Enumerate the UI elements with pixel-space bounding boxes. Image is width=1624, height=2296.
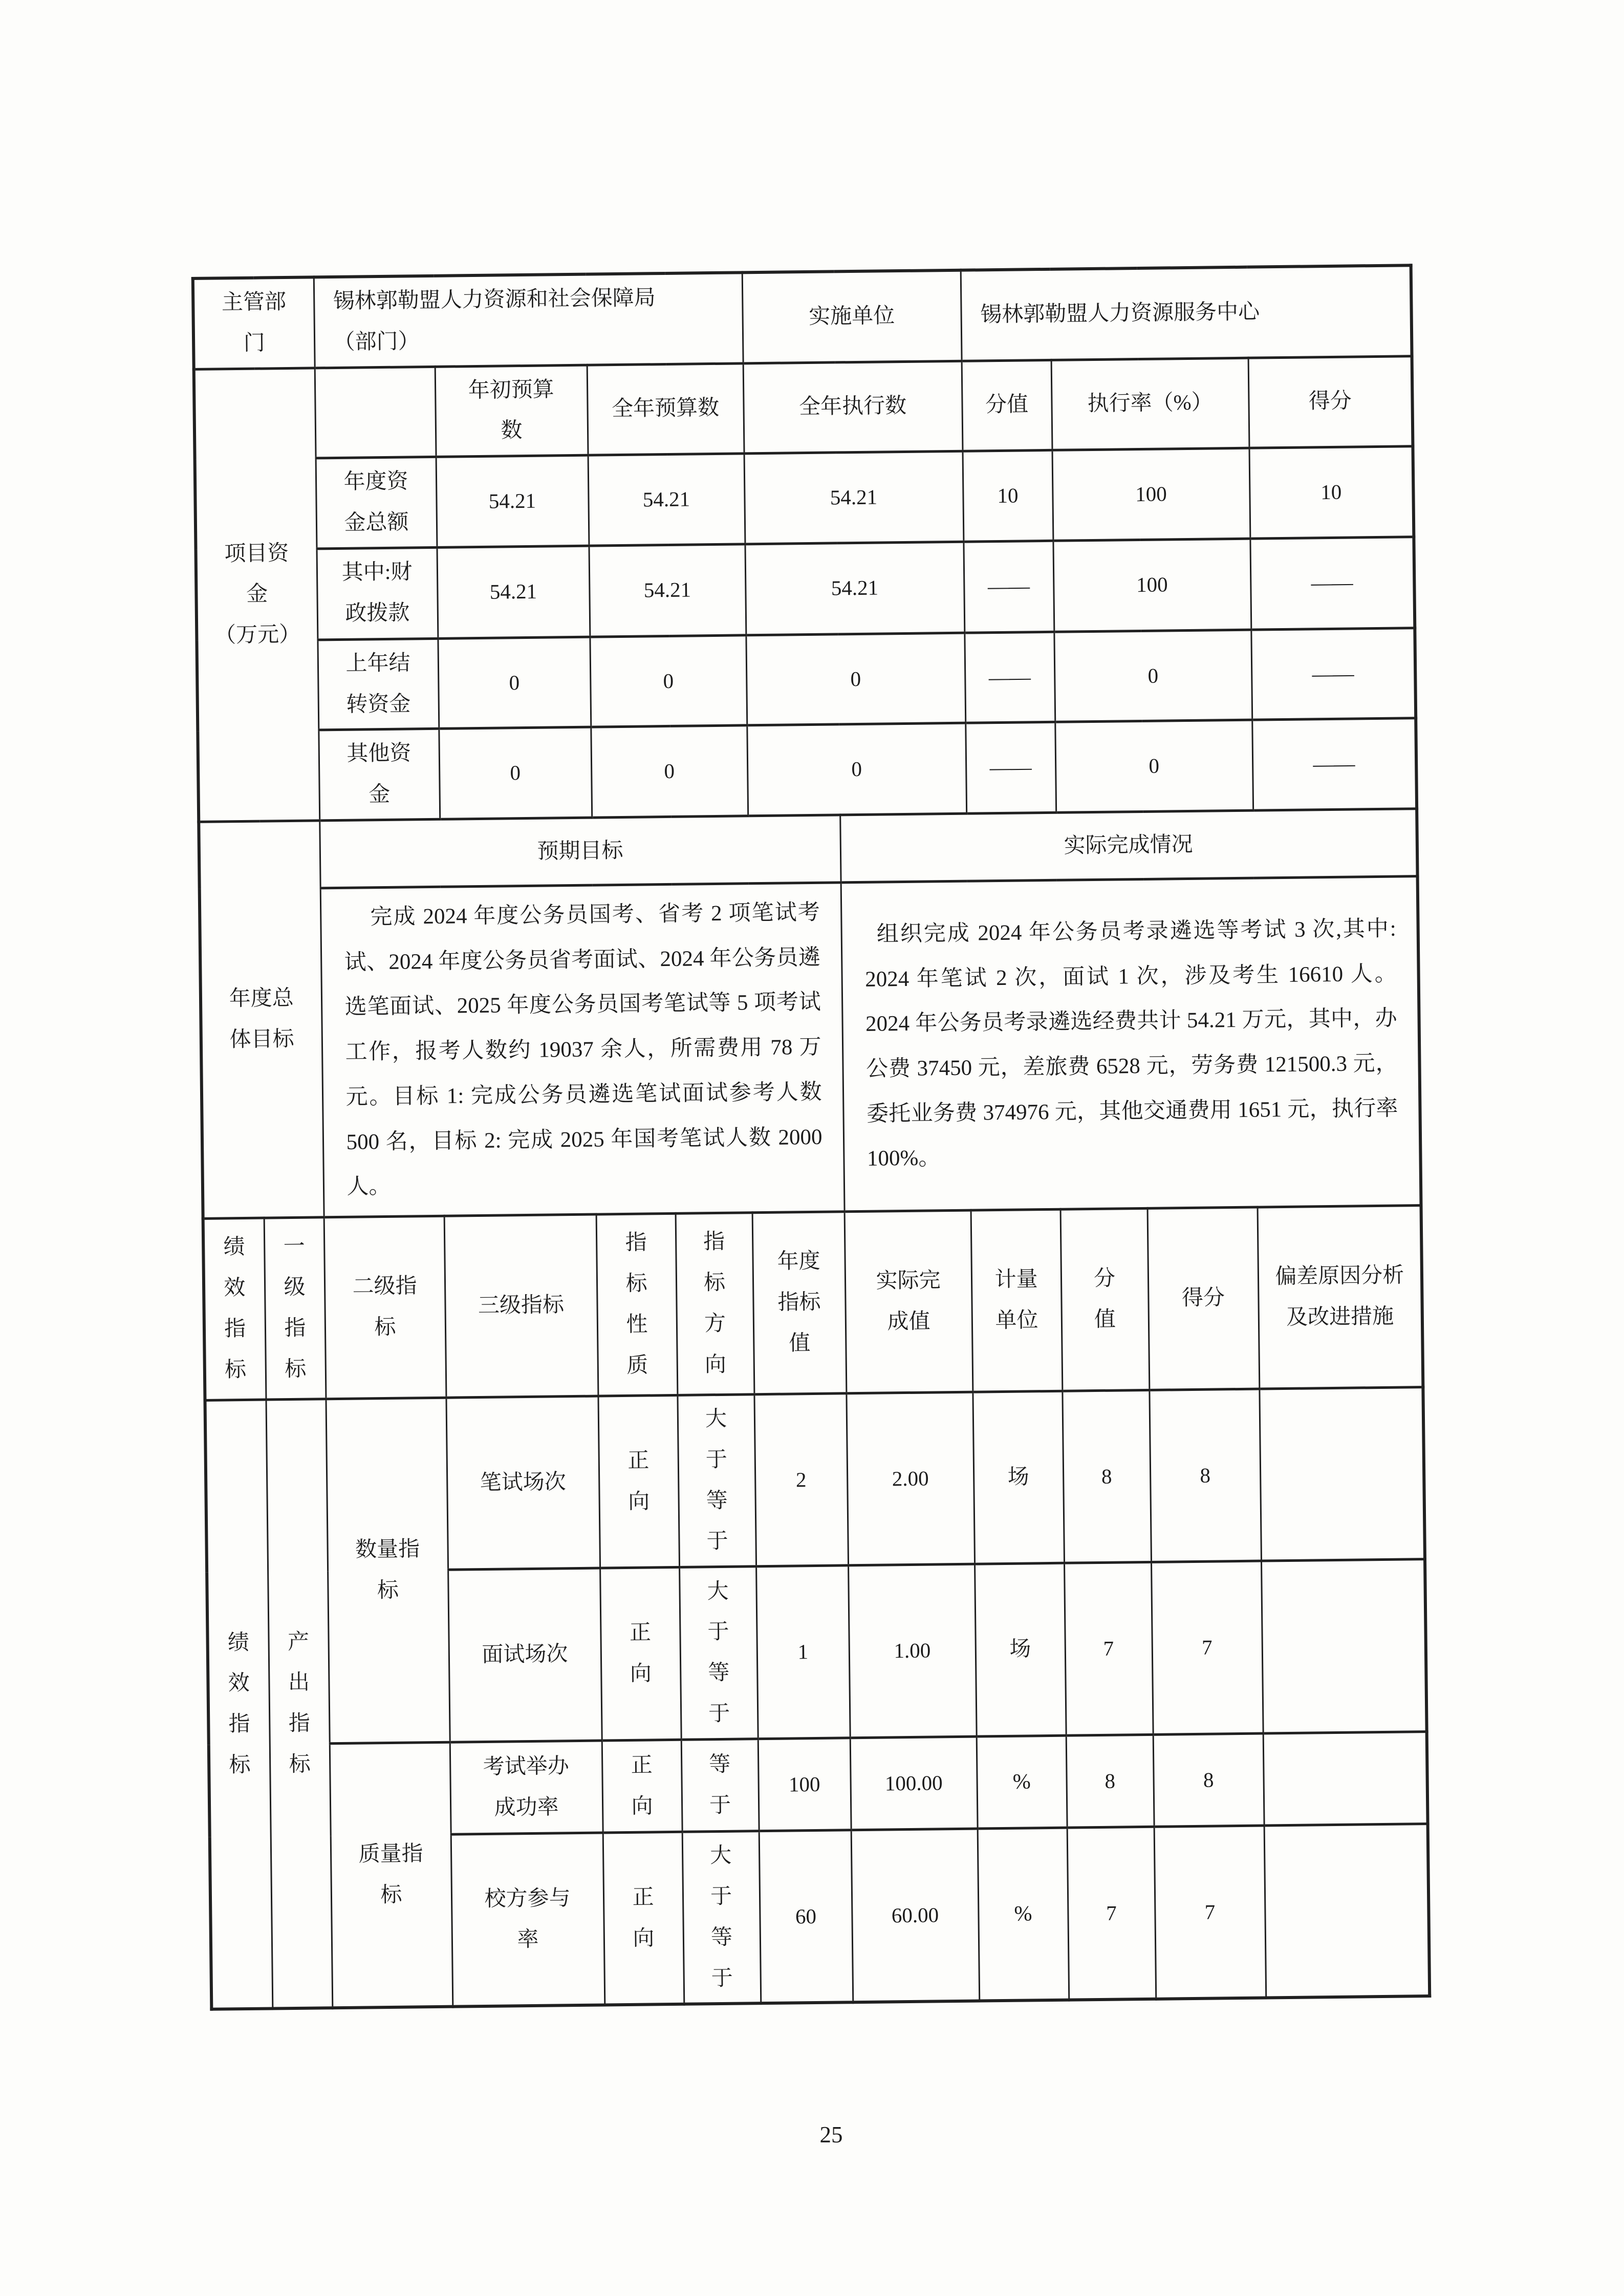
funds-execution-rate: 0 [1055,720,1253,813]
indicator-target: 1 [756,1565,850,1739]
funds-annual-budget: 54.21 [589,544,746,637]
ind-header-perf: 绩 效 指 标 [203,1218,266,1400]
indicators-header-row [203,1206,1423,1401]
indicator-deviation [1264,1824,1430,1998]
indicator-direction: 大 于 等 于 [682,1831,761,2004]
indicator-score: 7 [1151,1561,1263,1734]
indicator-nature: 正 向 [603,1832,684,2005]
ind-header-deviation: 偏差原因分析 及改进措施 [1258,1206,1423,1389]
implementing-unit-label: 实施单位 [742,270,962,363]
funds-row-label: 其中:财 政拨款 [317,547,438,640]
funds-initial-budget: 54.21 [437,546,590,638]
indicator-name: 笔试场次 [446,1396,600,1570]
funds-score: —— [1250,537,1415,629]
indicator-score: 8 [1149,1389,1261,1562]
funds-executed: 0 [747,723,966,816]
indicator-nature: 正 向 [598,1395,679,1568]
funds-initial-budget: 0 [439,727,592,819]
actual-completion-header: 实际完成情况 [840,809,1417,883]
indicator-target: 2 [754,1393,848,1567]
goals-header-row [199,809,1417,890]
indicator-row [205,1387,1425,1573]
indicator-unit: % [978,1828,1069,2001]
funds-points: 10 [963,450,1053,542]
ind-header-points: 分 值 [1060,1208,1150,1391]
funds-header-row [194,356,1413,459]
funds-row-label: 上年结 转资金 [317,638,439,730]
page-number: 25 [819,2122,843,2148]
indicator-score: 7 [1154,1826,1266,1999]
level2-quality-label: 质量指 标 [330,1742,453,2008]
funds-annual-budget: 54.21 [588,454,745,546]
indicator-row [209,1732,1428,1837]
indicator-nature: 正 向 [602,1740,682,1833]
indicator-deviation [1263,1732,1428,1826]
level1-output-label: 产 出 指 标 [266,1399,332,2009]
col-header-executed: 全年执行数 [743,361,963,454]
indicator-unit: % [977,1735,1067,1829]
funds-empty-corner-cell [315,367,436,458]
indicator-direction: 等 于 [681,1739,759,1832]
ind-header-target: 年度 指标 值 [752,1212,847,1394]
indicator-target: 100 [758,1738,851,1831]
level2-quantity-label: 数量指 标 [326,1398,449,1744]
funds-points: —— [964,632,1055,723]
indicator-score: 8 [1153,1733,1264,1827]
funds-initial-budget: 54.21 [436,455,589,547]
supervisor-dept-value: 锡林郭勒盟人力资源和社会保障局 （部门） [314,272,743,368]
col-header-annual-budget: 全年预算数 [587,363,744,455]
performance-evaluation-table [191,264,1432,2011]
indicator-unit: 场 [975,1563,1066,1736]
indicator-points: 7 [1064,1562,1153,1736]
funds-score: —— [1251,628,1416,720]
funds-row-label: 其他资 金 [318,729,440,821]
expected-goal-header: 预期目标 [319,815,840,888]
funds-executed: 54.21 [745,542,964,635]
funds-points: —— [963,541,1054,633]
funds-row-carryover [197,628,1416,731]
actual-completion-text: 组织完成 2024 年公务员考录遴选等考试 3 次,其中: 2024 年笔试 2 次，面试 1 次，涉及考生 16610 人。2024 年公务员考录遴选经费共计 54.21 万元，其中，办公费 37450 元，差旅费 6528 元，劳务费 121500.3 元，委托业务费 374976 元，其他交通费用 1651 元，执行率 100%。 [841,876,1421,1212]
indicator-actual: 100.00 [850,1736,978,1830]
funds-row-total [195,446,1414,550]
perf-indicator-group-label: 绩 效 指 标 [205,1400,272,2009]
ind-header-actual: 实际完 成值 [845,1210,973,1393]
indicator-name: 考试举办 成功率 [450,1741,603,1834]
funds-executed: 0 [746,633,965,725]
col-header-execution-rate: 执行率（%） [1051,358,1249,450]
funds-executed: 54.21 [744,451,964,544]
funds-points: —— [965,722,1056,813]
indicator-nature: 正 向 [600,1568,681,1741]
col-header-points: 分值 [962,360,1052,451]
ind-header-level1: 一 级 指 标 [264,1217,326,1400]
ind-header-level2: 二级指 标 [324,1216,446,1399]
indicator-actual: 2.00 [846,1392,975,1565]
indicator-direction: 大 于 等 于 [677,1394,756,1568]
expected-goal-text: 完成 2024 年度公务员国考、省考 2 项笔试考试、2024 年度公务员省考面试、2024 年公务员遴选笔面试、2025 年度公务员国考笔试等 5 项考试工作，报考人数约 19037 余人，所需费用 78 万元。目标 1: 完成公务员遴选笔试面试参考人数 500 名，目标 2: 完成 2025 年国考笔试人数 2000 人。 [320,883,845,1217]
implementing-unit-value: 锡林郭勒盟人力资源服务中心 [961,265,1412,361]
supervisor-dept-label: 主管部 门 [193,277,315,369]
funds-row-other [198,718,1417,822]
ind-header-level3: 三级指标 [444,1214,598,1398]
ind-header-unit: 计量 单位 [971,1209,1063,1392]
ind-header-direction: 指 标 方 向 [676,1213,754,1396]
funds-score: —— [1252,718,1417,810]
funds-row-fiscal [196,537,1415,641]
indicator-points: 8 [1062,1390,1151,1563]
indicator-points: 7 [1067,1827,1156,2001]
ind-header-score: 得分 [1147,1207,1260,1390]
indicator-deviation [1261,1559,1427,1733]
funds-execution-rate: 0 [1054,630,1252,722]
indicator-direction: 大 于 等 于 [679,1567,758,1740]
funds-score: 10 [1249,446,1414,539]
funds-execution-rate: 100 [1053,539,1251,632]
info-row [193,265,1412,369]
indicator-actual: 1.00 [848,1564,977,1738]
evaluation-table-wrapper [191,264,1432,2011]
funds-row-label: 年度资 金总额 [316,457,437,549]
indicator-actual: 60.00 [851,1829,980,2002]
col-header-score: 得分 [1248,356,1413,448]
annual-goal-label: 年度总 体目标 [199,821,323,1219]
indicator-target: 60 [759,1830,853,2004]
indicator-name: 校方参与 率 [451,1833,605,2007]
funds-initial-budget: 0 [438,637,591,729]
indicator-points: 8 [1066,1735,1154,1828]
funds-annual-budget: 0 [591,725,748,818]
goals-body-row [200,876,1421,1219]
col-header-initial-budget: 年初预算 数 [435,365,588,457]
indicator-unit: 场 [972,1391,1064,1564]
funds-section-label: 项目资 金 （万元） [194,368,320,822]
funds-annual-budget: 0 [590,635,747,727]
indicator-deviation [1259,1387,1425,1561]
indicator-name: 面试场次 [448,1568,602,1742]
funds-execution-rate: 100 [1052,448,1250,541]
ind-header-nature: 指 标 性 质 [596,1213,678,1396]
